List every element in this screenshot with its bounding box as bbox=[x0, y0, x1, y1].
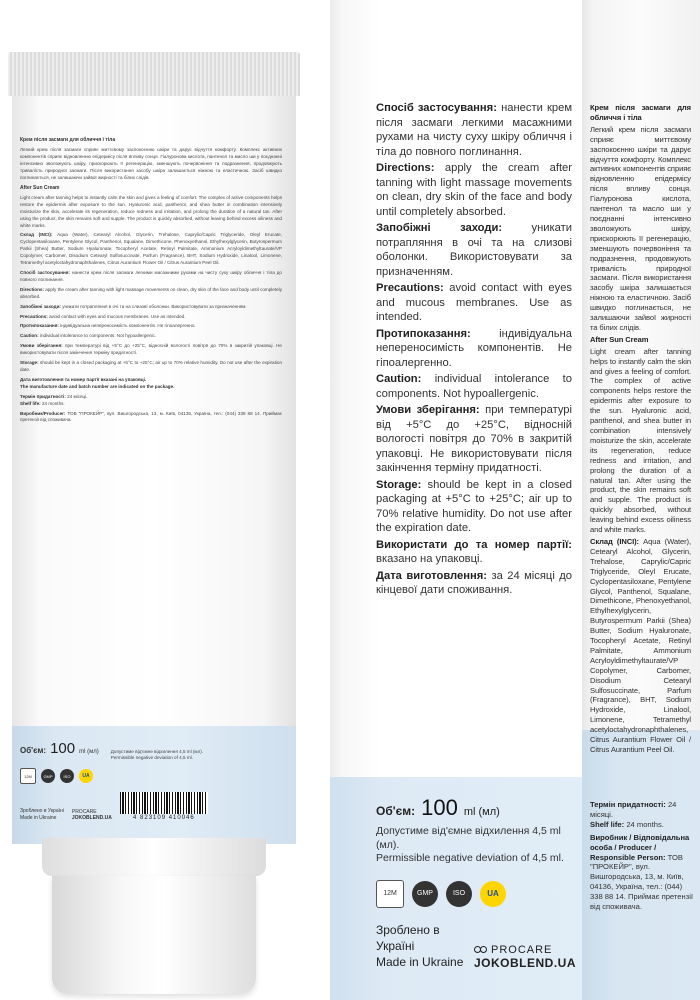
tube-prec-en: Precautions: avoid contact with eyes and mucous membranes. Use as intended. bbox=[20, 313, 186, 319]
tube-ua-description: Легкий крем після засмаги сприяє миттєвому заспокоєнню шкіри та дарує відчуття комфорту. Комплекс активних компонентів сприяє відновленню епідермісу після впливу сонця. Гіалуронова кислота, пантенол та масло ши у поєднанні інтенсивно зволожують шкіру, прискорюють її регенерацію, зменшують почервоніння та подразнення, продовжують тривалість природної засмаги. Після використання засобу шкіра залишається ніжною та еластичною. Засіб швидко поглинається, не залишаючи зайвої жирності та білих слідів. bbox=[20, 147, 282, 180]
tube-title: Крем після засмаги для обличчя і тіла bbox=[20, 137, 116, 143]
tube-volume-label: Об'єм: bbox=[20, 746, 47, 755]
front-volume-label: Об'єм: bbox=[376, 804, 416, 818]
tube-label-text bbox=[20, 137, 282, 427]
tube-storage-en: Storage: should be kept in a closed packaging at +5°C to +25°C; air up to 70% relative humidity. Do not use after the expiration date. bbox=[20, 360, 282, 372]
tube-barcode bbox=[120, 792, 208, 821]
tube-en-description: Light cream after tanning helps to instantly calm the skin and gives a feeling of comfort. The complex of active components helps restore the epidermis after exposure to the sun. Hyaluronic acid, panthenol, and shea butter in combination intensively moisturize the skin, accelerate its regeneration, reduce redness and irritation, and prolong the duration of a natural tan. After using the product, the skin remains soft and supple. The product is quickly absorbed, without leaving behind excess oiliness and white marks. bbox=[20, 194, 282, 228]
tube-cap bbox=[52, 876, 256, 994]
tube-cert-icons bbox=[20, 768, 290, 784]
gmp-icon: GMP bbox=[41, 769, 55, 783]
tube-batch-ua: Дата виготовлення та номер партії вказані на упаковці. bbox=[20, 376, 147, 382]
tube-deviation: Допустиме від'ємне відхилення 4,5 ml (мл). Permissible negative deviation of 4,5 ml. bbox=[110, 749, 204, 760]
front-mfg: Дата виготовлення: за 24 місяці до кінцевої дати споживання. bbox=[376, 569, 573, 596]
front-made-row bbox=[376, 922, 576, 970]
tube-made-in: Зроблено в Україні Made in Ukraine bbox=[20, 808, 64, 821]
iso-icon: ISO bbox=[60, 769, 74, 783]
front-cert-icons bbox=[376, 880, 576, 908]
side-ua-description: Легкий крем після засмаги сприяє миттєвому заспокоєнню шкіри та дарує відчуття комфорту. Комплекс активних компонентів сприяє відновленню епідермісу після впливу сонця. Гіалуронова кислота, пантенол та масло ши у поєднанні інтенсивно зволожують шкіру, прискорюють її регенерацію, зменшують почервоніння та подразнення, продовжують тривалість природної засмаги. Після використання засобу шкіра залишається ніжною та еластичною. Засіб швидко поглинається, не залишаючи зайвої жирності та білих слідів. bbox=[590, 124, 691, 332]
tube-en-title: After Sun Cream bbox=[20, 184, 60, 191]
barcode-icon bbox=[120, 792, 208, 814]
front-usage-en: Directions: apply the cream after tanning with light massage movements on clean, dry skin of the face and body until completely absorbed. bbox=[376, 162, 573, 218]
tube-brand: PROCARE JOKOBLEND.UA bbox=[71, 809, 112, 821]
front-volume-unit: ml (мл) bbox=[463, 806, 500, 818]
tube-shelf-ua: Термін придатності: 24 місяці. bbox=[20, 393, 88, 399]
gmp-icon: GMP bbox=[412, 881, 438, 907]
tube-shelf-en: Shelf life: 24 months. bbox=[20, 400, 65, 406]
ua-mark-icon: UA bbox=[79, 769, 93, 783]
tube-producer: Виробник/Producer: ТОВ "ПРОКЕЙР", вул. Вишгородська, 13, м. Київ, 04136, Україна, тел.: (044) 338 88 14. Приймає претензії від споживача. bbox=[20, 410, 283, 423]
front-contra-en: Caution: individual intolerance to components. Not hypoallergenic. bbox=[376, 373, 572, 400]
box-front-text bbox=[376, 101, 572, 600]
front-volume-value: 100 bbox=[421, 795, 458, 820]
side-producer: Виробник / Відповідальна особа / Producer / Responsible Person: ТОВ "ПРОКЕЙР", вул. Вишгородська, 13, м. Київ, 04136, Україна, тел.: (044) 338 88 14. Приймає претензії від споживача. bbox=[590, 832, 693, 912]
tube-storage-ua: Умови зберігання: при температурі від +5°С до +25°С, відносній вологості повітря до 70% в закритій упаковці. Не використовувати після закінчення терміну придатності. bbox=[20, 343, 282, 356]
box-side-text bbox=[590, 103, 691, 757]
front-prec-ua: Запобіжні заходи: уникати потрапляння в очі та на слизові оболонки. Використовувати за призначенням. bbox=[376, 222, 572, 278]
ua-mark-icon: UA bbox=[480, 881, 506, 907]
barcode-number: 4 823109 410046 bbox=[133, 815, 195, 821]
pao-12m-icon: 12M bbox=[20, 768, 36, 784]
tube-usage-ua: Спосіб застосування: нанести крем після засмаги легкими масажними рухами на чисту суху шкіру обличчя і тіла до повного поглинання. bbox=[20, 270, 282, 282]
tube-prec-ua: Запобіжні заходи: уникати потрапляння в очі та на слизові оболонки. Використовувати за призначенням. bbox=[20, 303, 247, 309]
procare-loop-icon bbox=[474, 946, 488, 954]
tube-batch-en: The manufacture date and batch number are indicated on the package. bbox=[20, 383, 175, 389]
side-composition: Склад (INCI): Aqua (Water), Cetearyl Alcohol, Glycerin, Trehalose, Caprylic/Capric Triglyceride, Oleyl Erucate, Cyclopentasiloxane, Pentylene Glycol, Panthenol, Squalane, Dimethicone, Phenoxyethanol, Ethylhexylglycerin, Butyrospermum Parkii (Shea) Butter, Sodium Hyaluronate, Tocopheryl Acetate, Retinyl Palmitate, Ammonium Acryloyldimethyltaurate/VP Copolymer, Carbomer, Disodium Cetearyl Sulfosuccinate, Parfum (Fragrance), BHT, Sodium Hydroxide, Linalool, Limonene, Tetramethyl acetyloctahydronaphthalenes, Citrus Aurantium Flower Oil / Citrus Aurantium Peel Oil. bbox=[590, 536, 691, 754]
side-title: Крем після засмаги для обличчя і тіла bbox=[590, 103, 691, 122]
tube-usage-en: Directions: apply the cream after tanning with light massage movements on clean, dry skin of the face and body until completely absorbed. bbox=[20, 286, 282, 299]
tube-volume-value: 100 bbox=[50, 740, 76, 757]
front-prec-en: Precautions: avoid contact with eyes and mucous membranes. Use as intended. bbox=[376, 282, 573, 323]
front-use-before: Використати до та номер партії: вказано на упаковці. bbox=[376, 538, 572, 565]
box-side-bottom bbox=[590, 800, 694, 915]
front-made-in: Зроблено в Україні Made in Ukraine bbox=[376, 922, 464, 969]
iso-icon: ISO bbox=[446, 881, 472, 907]
tube-crimp bbox=[8, 52, 300, 96]
tube-volume-unit: ml (мл) bbox=[79, 749, 99, 755]
front-contra-ua: Протипоказання: індивідуальна непереносимість компонентів. Не гіпоалергенно. bbox=[376, 327, 572, 369]
side-en-description: Light cream after tanning helps to instantly calm the skin and gives a feeling of comfort. The complex of active components helps restore the epidermis after exposure to the sun. Hyaluronic acid, panthenol, and shea butter in combination intensively moisturize the skin, accelerate its regeneration, reduce redness and irritation, and prolong the duration of a natural tan. After using the product, the skin remains soft and supple. The product is quickly absorbed, without leaving behind excess oiliness and white marks. bbox=[590, 346, 691, 535]
tube-bottom-block bbox=[20, 740, 290, 821]
tube-neck bbox=[42, 838, 266, 876]
front-brand: PROCARE JOKOBLEND.UA bbox=[473, 943, 576, 970]
box-front-bottom bbox=[376, 795, 576, 970]
tube-made-row bbox=[20, 792, 290, 821]
tube-contra-ua: Протипоказання: індивідуальна непереносимість компонентів. Не гіпоалергенно. bbox=[20, 323, 196, 329]
tube-composition: Склад (INCI): Aqua (Water), Cetearyl Alcohol, Glycerin, Trehalose, Caprylic/Capric Triglyceride, Oleyl Erucate, Cyclopentasiloxane, Pentylene Glycol, Panthenol, Squalane, Dimethicone, Phenoxyethanol, Ethylhexylglycerin, Butyrospermum Parkii (Shea) Butter, Sodium Hyaluronate, Tocopheryl Acetate, Retinyl Palmitate, Ammonium Acryloyldimethyltaurate/VP Copolymer, Carbomer, Disodium Cetearyl Sulfosuccinate, Parfum (Fragrance), BHT, Sodium Hydroxide, Linalool, Limonene, Tetramethyl acetyloctahydronaphthalenes, Citrus Aurantium Flower Oil / Citrus Aurantium Peel Oil. bbox=[20, 232, 282, 266]
pao-12m-icon: 12M bbox=[376, 880, 404, 908]
front-usage-ua: Спосіб застосування: нанести крем після засмаги легкими масажними рухами на чисту суху шкіру обличчя і тіла до повного поглинання. bbox=[376, 102, 573, 158]
tube-contra-en: Caution: individual intolerance to components. Not hypoallergenic. bbox=[20, 333, 157, 339]
side-shelf-ua: Термін придатності: 24 місяці. bbox=[590, 800, 677, 819]
side-en-title: After Sun Cream bbox=[590, 334, 649, 344]
front-storage-ua: Умови зберігання: при температурі від +5°С до +25°С, відносній вологості повітря до 70% в закритій упаковці. Не використовувати після закінчення терміну придатності. bbox=[376, 404, 573, 474]
front-deviation: Допустиме від'ємне відхилення 4,5 ml (мл). Permissible negative deviation of 4,5 ml. bbox=[376, 825, 564, 864]
side-shelf-en: Shelf life: 24 months. bbox=[590, 819, 664, 829]
front-volume-row bbox=[376, 795, 576, 821]
front-storage-en: Storage: should be kept in a closed packaging at +5°C to +25°C; air up to 70% relative humidity. Do not use after the expiration date. bbox=[376, 478, 573, 534]
tube-volume-row bbox=[20, 740, 290, 761]
